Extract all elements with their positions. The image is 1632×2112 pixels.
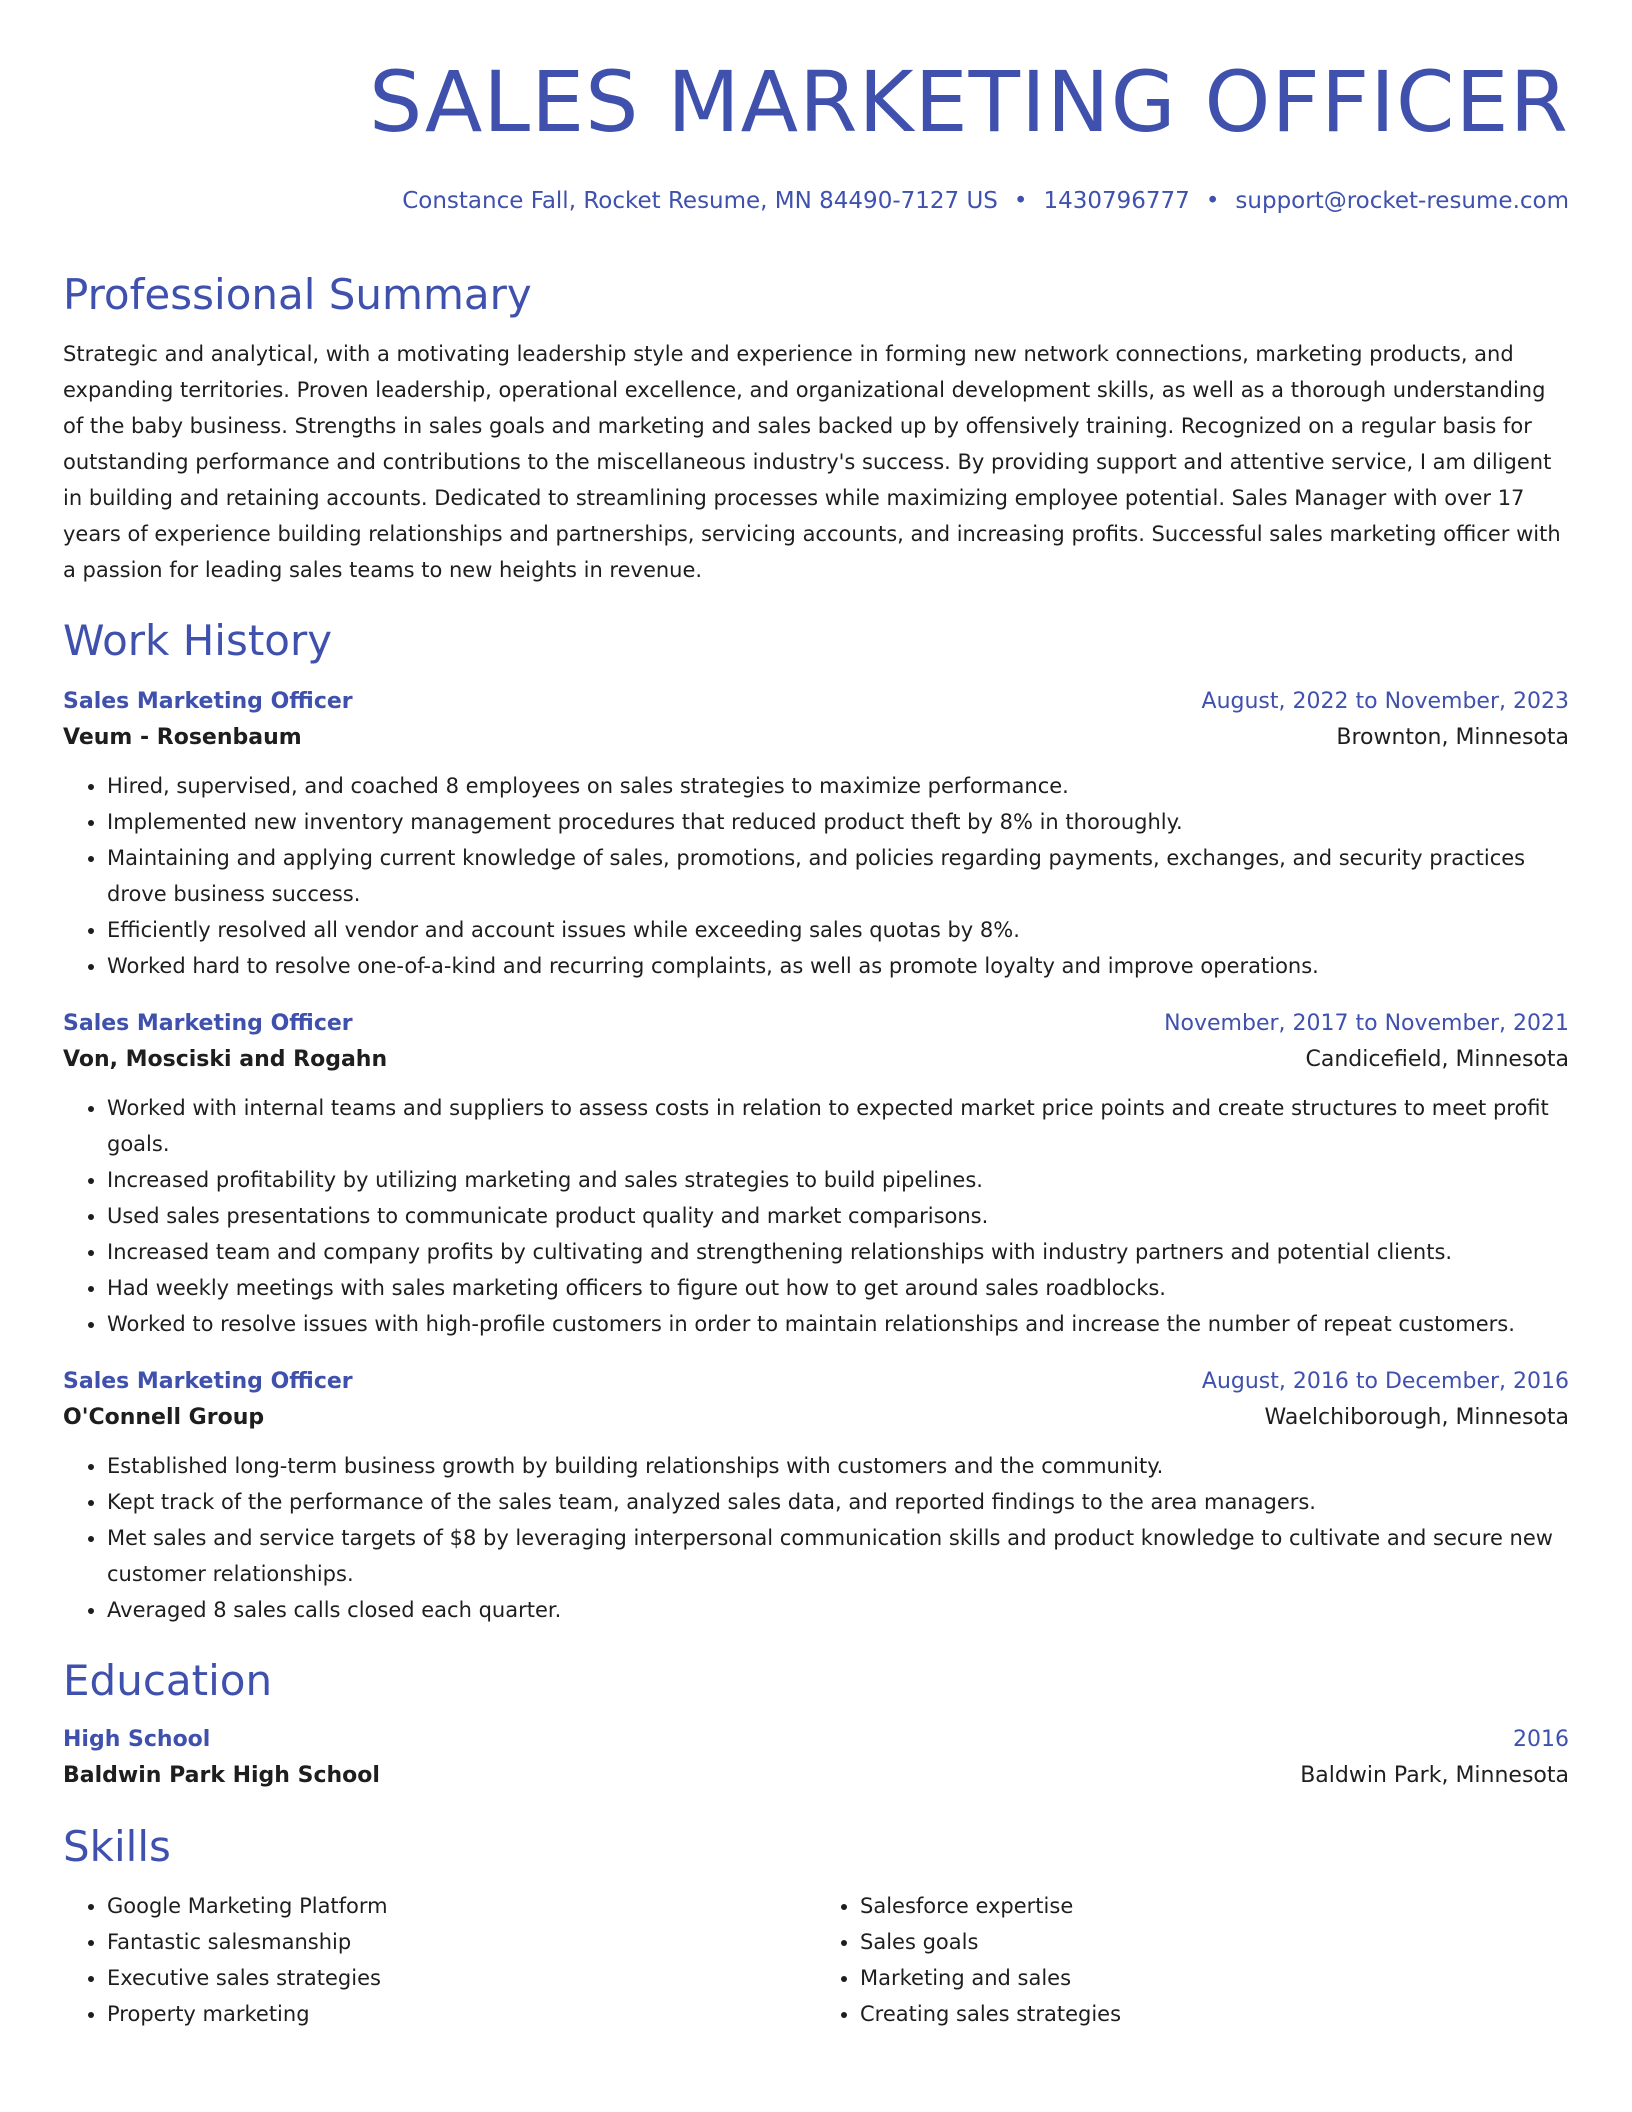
work-history-section bbox=[63, 614, 1569, 1628]
job-bullet: • Implemented new inventory management procedures that reduced product theft by 8% in thoroughly. bbox=[107, 804, 1569, 840]
job-location: Brownton, Minnesota bbox=[1336, 725, 1569, 750]
skill-item: • Salesforce expertise bbox=[860, 1888, 1569, 1924]
job-entry bbox=[63, 684, 1569, 984]
job-bullets bbox=[63, 1090, 1569, 1342]
job-company: O'Connell Group bbox=[63, 1405, 265, 1430]
work-history-heading: Work History bbox=[63, 616, 333, 665]
job-bullet: • Used sales presentations to communicate product quality and market comparisons. bbox=[107, 1198, 1569, 1234]
summary-text: Strategic and analytical, with a motivating leadership style and experience in forming new network connections, marketing products, and expanding territories. Proven leadership, operational excellence, and organizational development skills, as well as a thorough understanding of the baby business. Strengths in sales goals and marketing and sales backed up by offensively training. Recognized on a regular basis for outstanding performance and contributions to the miscellaneous industry's success. By providing support and attentive service, I am diligent in building and retaining accounts. Dedicated to streamlining processes while maximizing employee potential. Sales Manager with over 17 years of experience building relationships and partnerships, servicing accounts, and increasing profits. Successful sales marketing officer with a passion for leading sales teams to new heights in revenue. bbox=[63, 342, 1561, 582]
skill-item: • Sales goals bbox=[860, 1924, 1569, 1960]
job-bullets bbox=[63, 1448, 1569, 1628]
resume-title: SALES MARKETING OFFICER bbox=[368, 53, 1569, 151]
contact-email[interactable]: support@rocket-resume.com bbox=[1235, 188, 1569, 214]
skill-item: • Creating sales strategies bbox=[860, 1996, 1569, 2032]
job-bullet: • Worked hard to resolve one-of-a-kind and recurring complaints, as well as promote loyalty and improve operations. bbox=[107, 948, 1569, 984]
skill-item: • Google Marketing Platform bbox=[107, 1888, 816, 1924]
skill-item: • Executive sales strategies bbox=[107, 1960, 816, 1996]
skills-section bbox=[63, 1820, 1569, 2032]
job-bullet: • Increased team and company profits by cultivating and strengthening relationships with industry partners and potential clients. bbox=[107, 1234, 1569, 1270]
contact-line bbox=[63, 186, 1569, 216]
education-section bbox=[63, 1654, 1569, 1794]
education-degree: High School bbox=[63, 1727, 211, 1752]
job-bullet: • Kept track of the performance of the sales team, analyzed sales data, and reported findings to the area managers. bbox=[107, 1484, 1569, 1520]
contact-separator: • bbox=[1205, 188, 1220, 214]
job-entry bbox=[63, 1006, 1569, 1342]
skills-columns bbox=[63, 1888, 1569, 2032]
job-title: Sales Marketing Officer bbox=[63, 1369, 353, 1394]
job-bullets bbox=[63, 768, 1569, 984]
job-location: Candicefield, Minnesota bbox=[1305, 1047, 1569, 1072]
skill-item: • Property marketing bbox=[107, 1996, 816, 2032]
job-company: Von, Mosciski and Rogahn bbox=[63, 1047, 388, 1072]
resume-header bbox=[63, 0, 1569, 216]
job-location: Waelchiborough, Minnesota bbox=[1264, 1405, 1569, 1430]
contact-separator: • bbox=[1013, 188, 1028, 214]
skill-item: • Fantastic salesmanship bbox=[107, 1924, 816, 1960]
education-year: 2016 bbox=[1513, 1727, 1569, 1752]
job-bullet: • Worked to resolve issues with high-profile customers in order to maintain relationships and increase the number of repeat customers. bbox=[107, 1306, 1569, 1342]
job-bullet: • Met sales and service targets of $8 by leveraging interpersonal communication skills and product knowledge to cultivate and secure new customer relationships. bbox=[107, 1520, 1569, 1592]
job-bullet: • Established long-term business growth by building relationships with customers and the community. bbox=[107, 1448, 1569, 1484]
job-dates: August, 2016 to December, 2016 bbox=[1201, 1369, 1569, 1394]
job-title: Sales Marketing Officer bbox=[63, 689, 353, 714]
summary-heading: Professional Summary bbox=[63, 270, 532, 319]
skill-item: • Marketing and sales bbox=[860, 1960, 1569, 1996]
job-bullet: • Hired, supervised, and coached 8 employees on sales strategies to maximize performance. bbox=[107, 768, 1569, 804]
job-dates: August, 2022 to November, 2023 bbox=[1201, 689, 1569, 714]
job-bullet: • Maintaining and applying current knowledge of sales, promotions, and policies regarding payments, exchanges, and security practices drove business success. bbox=[107, 840, 1569, 912]
job-title: Sales Marketing Officer bbox=[63, 1011, 353, 1036]
job-bullet: • Averaged 8 sales calls closed each quarter. bbox=[107, 1592, 1569, 1628]
job-entry bbox=[63, 1364, 1569, 1628]
job-bullet: • Had weekly meetings with sales marketing officers to figure out how to get around sales roadblocks. bbox=[107, 1270, 1569, 1306]
skills-right-column bbox=[816, 1888, 1569, 2032]
education-location: Baldwin Park, Minnesota bbox=[1300, 1763, 1569, 1788]
education-heading: Education bbox=[63, 1656, 273, 1705]
contact-address: Constance Fall, Rocket Resume, MN 84490-7127 US bbox=[402, 188, 998, 214]
job-dates: November, 2017 to November, 2021 bbox=[1164, 1011, 1569, 1036]
skills-left-column bbox=[63, 1888, 816, 2032]
job-bullet: • Efficiently resolved all vendor and account issues while exceeding sales quotas by 8%. bbox=[107, 912, 1569, 948]
contact-phone: 1430796777 bbox=[1043, 188, 1190, 214]
skills-heading: Skills bbox=[63, 1822, 171, 1871]
job-bullet: • Increased profitability by utilizing marketing and sales strategies to build pipelines. bbox=[107, 1162, 1569, 1198]
job-bullet: • Worked with internal teams and suppliers to assess costs in relation to expected market price points and create structures to meet profit goals. bbox=[107, 1090, 1569, 1162]
education-school: Baldwin Park High School bbox=[63, 1763, 380, 1788]
job-company: Veum - Rosenbaum bbox=[63, 725, 302, 750]
